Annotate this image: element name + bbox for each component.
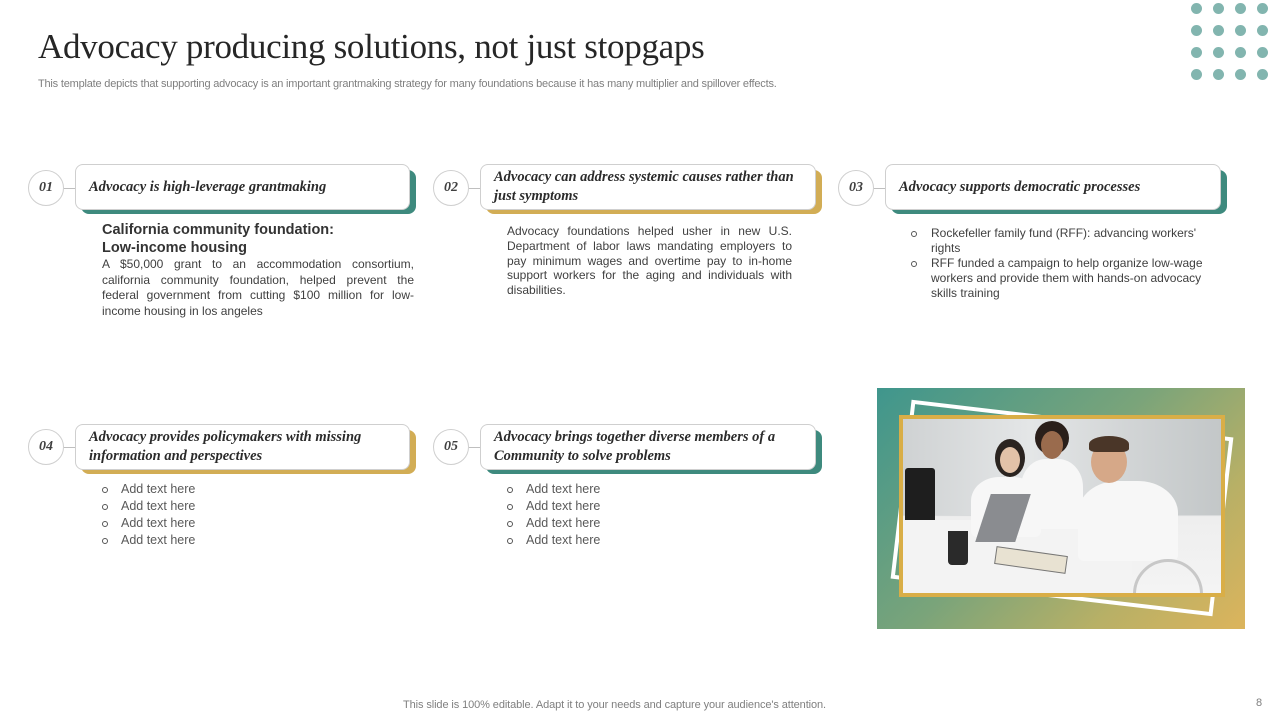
photo-person-right <box>1078 481 1178 561</box>
team-photo <box>899 415 1225 597</box>
list-item: Add text here <box>507 498 707 515</box>
list-item: Add text here <box>102 532 302 549</box>
body-heading-line1: California community foundation: <box>102 222 334 238</box>
bullet-circle-icon <box>102 538 108 544</box>
connector-line <box>469 188 480 189</box>
photo-hair <box>1089 436 1129 452</box>
card-heading: Advocacy provides policymakers with missing information and perspectives <box>75 424 410 470</box>
photo-face <box>1000 447 1020 473</box>
connector-line <box>64 447 75 448</box>
list-item: RFF funded a campaign to help organize low-wage workers and provide them with hands-on advocacy skills training <box>907 256 1207 301</box>
list-item: Rockefeller family fund (RFF): advancing workers' rights <box>907 226 1207 256</box>
footer-note: This slide is 100% editable. Adapt it to your needs and capture your audience's attention. <box>403 699 826 711</box>
body-paragraph: Advocacy foundations helped usher in new U.S. Department of labor laws mandating employers to pay minimum wages and overtime pay to in-home support workers for the aging and individuals with disabilities. <box>507 224 792 298</box>
photo-wheelchair-wheel <box>1133 559 1203 597</box>
connector-line <box>874 188 885 189</box>
list-item: Add text here <box>507 481 707 498</box>
list-item: Add text here <box>507 532 707 549</box>
heading-card <box>75 164 410 210</box>
number-badge: 02 <box>433 170 469 206</box>
bullet-circle-icon <box>507 487 513 493</box>
slide-subtitle: This template depicts that supporting advocacy is an important grantmaking strategy for many foundations because it has many multiplier and spillover effects. <box>38 78 777 90</box>
list-item: Add text here <box>507 515 707 532</box>
card-heading: Advocacy is high-leverage grantmaking <box>75 164 410 210</box>
item-body <box>102 221 414 319</box>
card-heading: Advocacy can address systemic causes rather than just symptoms <box>480 164 816 210</box>
bullet-circle-icon <box>507 504 513 510</box>
bullet-circle-icon <box>507 538 513 544</box>
number-badge: 01 <box>28 170 64 206</box>
bullet-circle-icon <box>102 504 108 510</box>
connector-line <box>64 188 75 189</box>
bullet-circle-icon <box>911 231 917 237</box>
card-heading: Advocacy brings together diverse members of a Community to solve problems <box>480 424 816 470</box>
heading-card <box>480 164 816 210</box>
bullet-circle-icon <box>102 521 108 527</box>
slide-title: Advocacy producing solutions, not just stopgaps <box>38 27 705 66</box>
list-item: Add text here <box>102 498 302 515</box>
bullet-list <box>102 481 302 549</box>
connector-line <box>469 447 480 448</box>
list-item: Add text here <box>102 481 302 498</box>
heading-card <box>885 164 1221 210</box>
heading-card <box>75 424 410 470</box>
number-badge: 05 <box>433 429 469 465</box>
bullet-list <box>507 481 707 549</box>
dot-grid-decoration-icon <box>1190 2 1280 92</box>
item-body <box>507 224 792 298</box>
bullet-circle-icon <box>911 261 917 267</box>
body-paragraph: A $50,000 grant to an accommodation consortium, california community foundation, helped prevent the federal government from cutting $100 million for low-income housing in los angeles <box>102 257 414 318</box>
card-heading: Advocacy supports democratic processes <box>885 164 1221 210</box>
list-item: Add text here <box>102 515 302 532</box>
number-badge: 04 <box>28 429 64 465</box>
bullet-circle-icon <box>102 487 108 493</box>
body-heading-line2: Low-income housing <box>102 240 247 256</box>
page-number: 8 <box>1256 697 1263 709</box>
bullet-list <box>907 226 1207 301</box>
number-badge: 03 <box>838 170 874 206</box>
photo-face <box>1041 431 1063 459</box>
heading-card <box>480 424 816 470</box>
photo-pen-cup <box>948 531 968 565</box>
bullet-circle-icon <box>507 521 513 527</box>
